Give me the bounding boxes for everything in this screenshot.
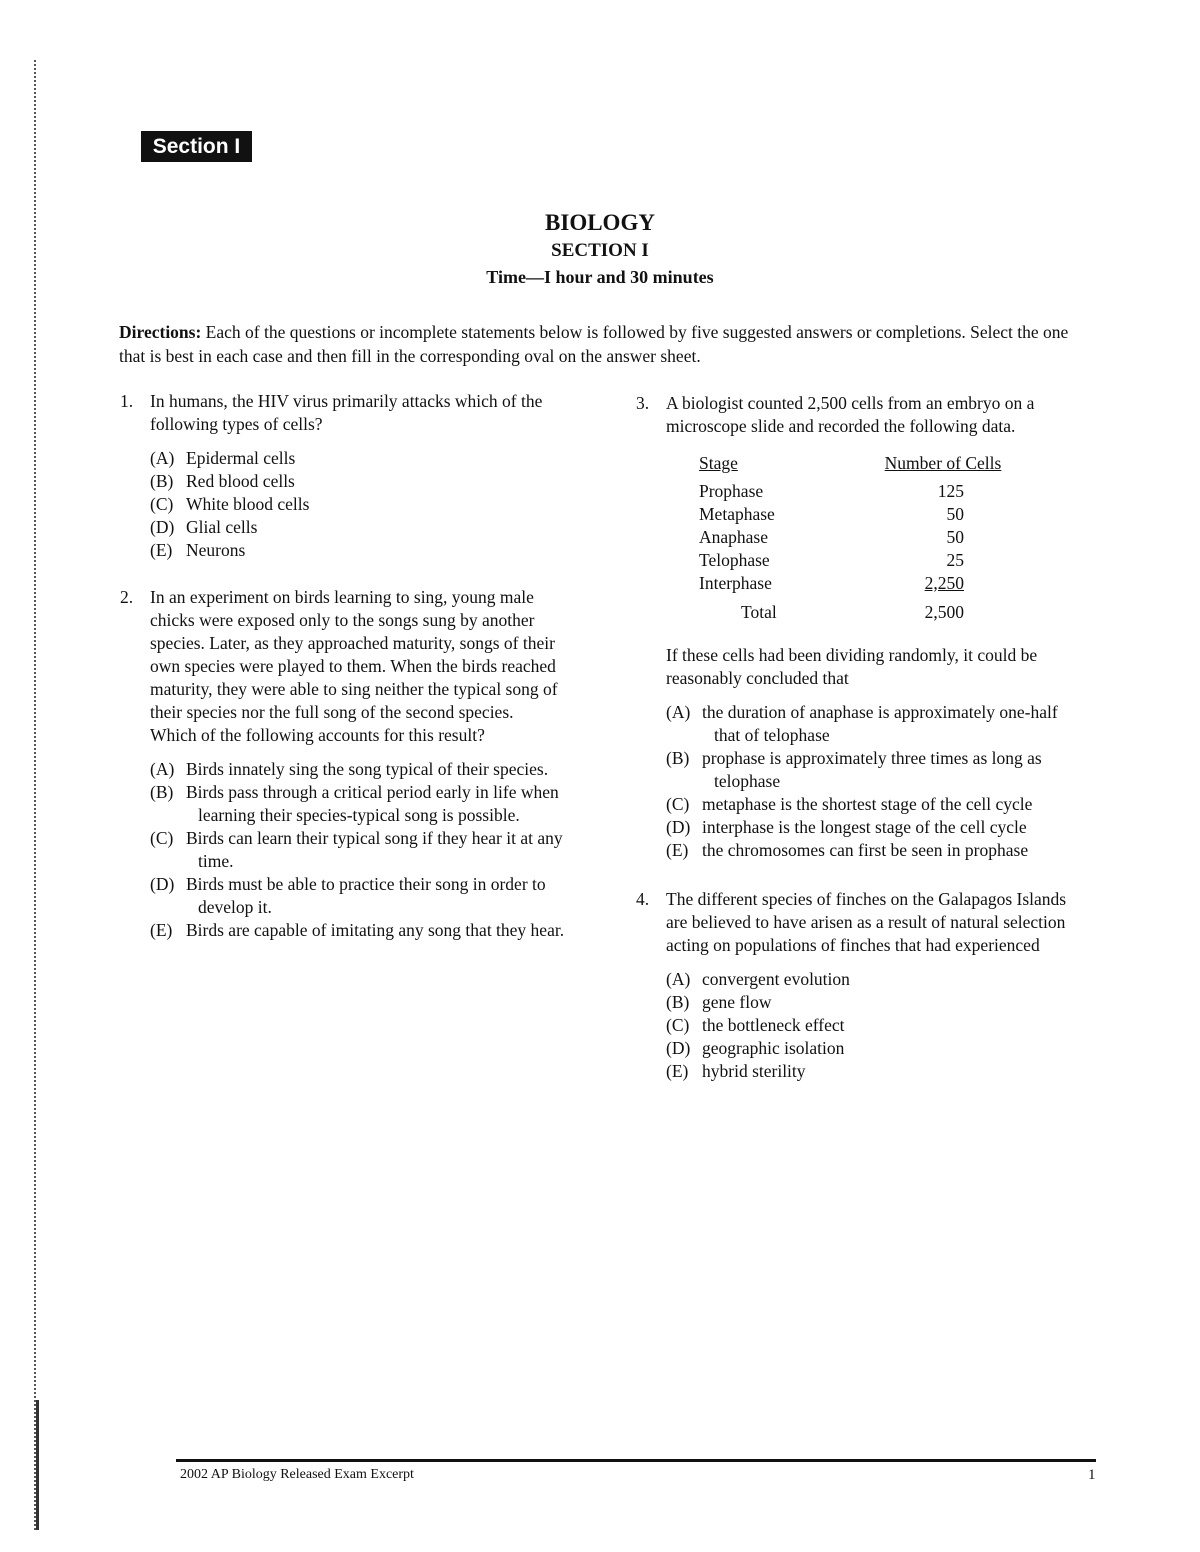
count-cell: 50: [946, 504, 964, 524]
choice-letter: (B): [666, 992, 690, 1012]
choice-text: Glial cells: [186, 517, 258, 537]
choice-text: White blood cells: [186, 494, 310, 514]
choice-letter: (E): [666, 840, 689, 860]
question-number: 4.: [636, 889, 650, 909]
scan-edge-shadow: [36, 1400, 39, 1530]
choice-letter: (C): [666, 1015, 690, 1035]
footer-rule: [176, 1459, 1096, 1462]
stage-cell: Interphase: [699, 573, 772, 593]
question-3: [636, 392, 1086, 862]
choice-d: [666, 1037, 1086, 1060]
choice-e: [150, 539, 570, 562]
choice-letter: (C): [150, 828, 174, 848]
choice-letter: (D): [150, 517, 175, 537]
choice-a: [666, 968, 1086, 991]
question-2: [120, 586, 570, 942]
table-row: [699, 549, 1014, 572]
count-cell: 125: [937, 481, 964, 501]
directions: [119, 320, 1079, 368]
exam-header: [0, 208, 1200, 290]
table-row: [699, 503, 1014, 526]
choice-letter: (D): [666, 1038, 691, 1058]
choice-text: interphase is the longest stage of the cell cycle: [702, 817, 1027, 837]
choice-e: [666, 1060, 1086, 1083]
stage-cell: Anaphase: [699, 527, 769, 547]
answer-choices: [666, 968, 1086, 1083]
question-4: [636, 888, 1086, 1083]
choice-d: [666, 816, 1086, 839]
choice-letter: (D): [150, 874, 175, 894]
answer-choices: [150, 447, 570, 562]
choice-text: Birds are capable of imitating any song that they hear.: [186, 920, 565, 940]
choice-text: hybrid sterility: [702, 1061, 806, 1081]
column-header-stage: Stage: [699, 453, 738, 473]
stage-cell: Prophase: [699, 481, 764, 501]
choice-text: the duration of anaphase is approximately one-half that of telophase: [702, 702, 1058, 745]
choice-text: the bottleneck effect: [702, 1015, 845, 1035]
choice-e: [150, 919, 570, 942]
choice-letter: (D): [666, 817, 691, 837]
choice-text: geographic isolation: [702, 1038, 845, 1058]
choice-d: [150, 873, 570, 919]
stage-cell: Metaphase: [699, 504, 775, 524]
choice-a: [150, 447, 570, 470]
choice-letter: (C): [150, 494, 174, 514]
count-cell: 25: [946, 550, 964, 570]
choice-letter: (E): [150, 920, 173, 940]
footer-text: 2002 AP Biology Released Exam Excerpt: [180, 1467, 414, 1482]
question-stem: The different species of finches on the Galapagos Islands are believed to have arisen as a result of natural selection acting on populations of finches that had experienced: [666, 889, 1067, 955]
page-number: 1: [1088, 1467, 1096, 1483]
choice-text: convergent evolution: [702, 969, 850, 989]
choice-text: Birds innately sing the song typical of their species.: [186, 759, 549, 779]
choice-c: [666, 793, 1086, 816]
choice-text: Birds can learn their typical song if they hear it at any time.: [186, 828, 563, 871]
subject-title: BIOLOGY: [545, 210, 655, 235]
choice-b: [150, 470, 570, 493]
column-header-count: Number of Cells: [884, 453, 1002, 473]
choice-d: [150, 516, 570, 539]
choice-text: Red blood cells: [186, 471, 295, 491]
choice-e: [666, 839, 1086, 862]
question-1: [120, 390, 570, 562]
table-header-row: [699, 452, 1014, 480]
choice-letter: (A): [150, 759, 175, 779]
question-stem: A biologist counted 2,500 cells from an embryo on a microscope slide and recorded the following data.: [666, 393, 1035, 436]
choice-a: [150, 758, 570, 781]
question-stem: In humans, the HIV virus primarily attacks which of the following types of cells?: [150, 391, 543, 434]
table-total-row: [699, 601, 1014, 624]
table-row: [699, 526, 1014, 549]
choice-text: Birds pass through a critical period early in life when learning their species-typical song is possible.: [186, 782, 559, 825]
question-number: 3.: [636, 393, 650, 413]
choice-letter: (A): [666, 969, 691, 989]
count-cell: 50: [946, 527, 964, 547]
choice-letter: (E): [150, 540, 173, 560]
table-row: [699, 480, 1014, 503]
choice-b: [150, 781, 570, 827]
section-title: SECTION I: [551, 240, 649, 261]
choice-letter: (C): [666, 794, 690, 814]
time-allotment: Time—I hour and 30 minutes: [486, 267, 714, 287]
choice-letter: (E): [666, 1061, 689, 1081]
directions-label: Directions:: [119, 322, 202, 342]
answer-choices: [666, 701, 1086, 862]
choice-letter: (A): [150, 448, 175, 468]
choice-text: the chromosomes can first be seen in prophase: [702, 840, 1029, 860]
choice-a: [666, 701, 1086, 747]
choice-letter: (B): [666, 748, 690, 768]
choice-text: prophase is approximately three times as long as telophase: [702, 748, 1042, 791]
choice-c: [150, 493, 570, 516]
choice-c: [150, 827, 570, 873]
choice-text: Neurons: [186, 540, 246, 560]
choice-letter: (A): [666, 702, 691, 722]
answer-choices: [150, 758, 570, 942]
choice-letter: (B): [150, 782, 174, 802]
choice-text: gene flow: [702, 992, 772, 1012]
choice-b: [666, 991, 1086, 1014]
total-label: Total: [741, 602, 777, 622]
question-number: 1.: [120, 391, 134, 411]
section-tab: Section I: [141, 131, 252, 162]
right-column: [636, 392, 1086, 1083]
question-stem: In an experiment on birds learning to sing, young male chicks were exposed only to the songs sung by another species. Later, as they approached maturity, songs of their own species were played to them. When the birds reached maturity, they were able to sing neither the typical song of their species nor the full song of the second species. Which of the following accounts for this result?: [150, 587, 558, 745]
total-value: 2,500: [924, 602, 964, 622]
choice-letter: (B): [150, 471, 174, 491]
choice-c: [666, 1014, 1086, 1037]
choice-b: [666, 747, 1086, 793]
table-row: [699, 572, 1014, 595]
left-column: [120, 390, 570, 942]
choice-text: Birds must be able to practice their song in order to develop it.: [186, 874, 546, 917]
directions-text: Each of the questions or incomplete statements below is followed by five suggested answers or completions. Select the one that is best in each case and then fill in the corresponding oval on the answer sheet.: [119, 322, 1069, 366]
choice-text: Epidermal cells: [186, 448, 296, 468]
stage-cell: Telophase: [699, 550, 770, 570]
question-number: 2.: [120, 587, 134, 607]
question-followup: If these cells had been dividing randomly, it could be reasonably concluded that: [666, 645, 1038, 688]
choice-text: metaphase is the shortest stage of the cell cycle: [702, 794, 1033, 814]
count-cell: 2,250: [924, 573, 964, 593]
cell-count-table: [699, 452, 1014, 624]
